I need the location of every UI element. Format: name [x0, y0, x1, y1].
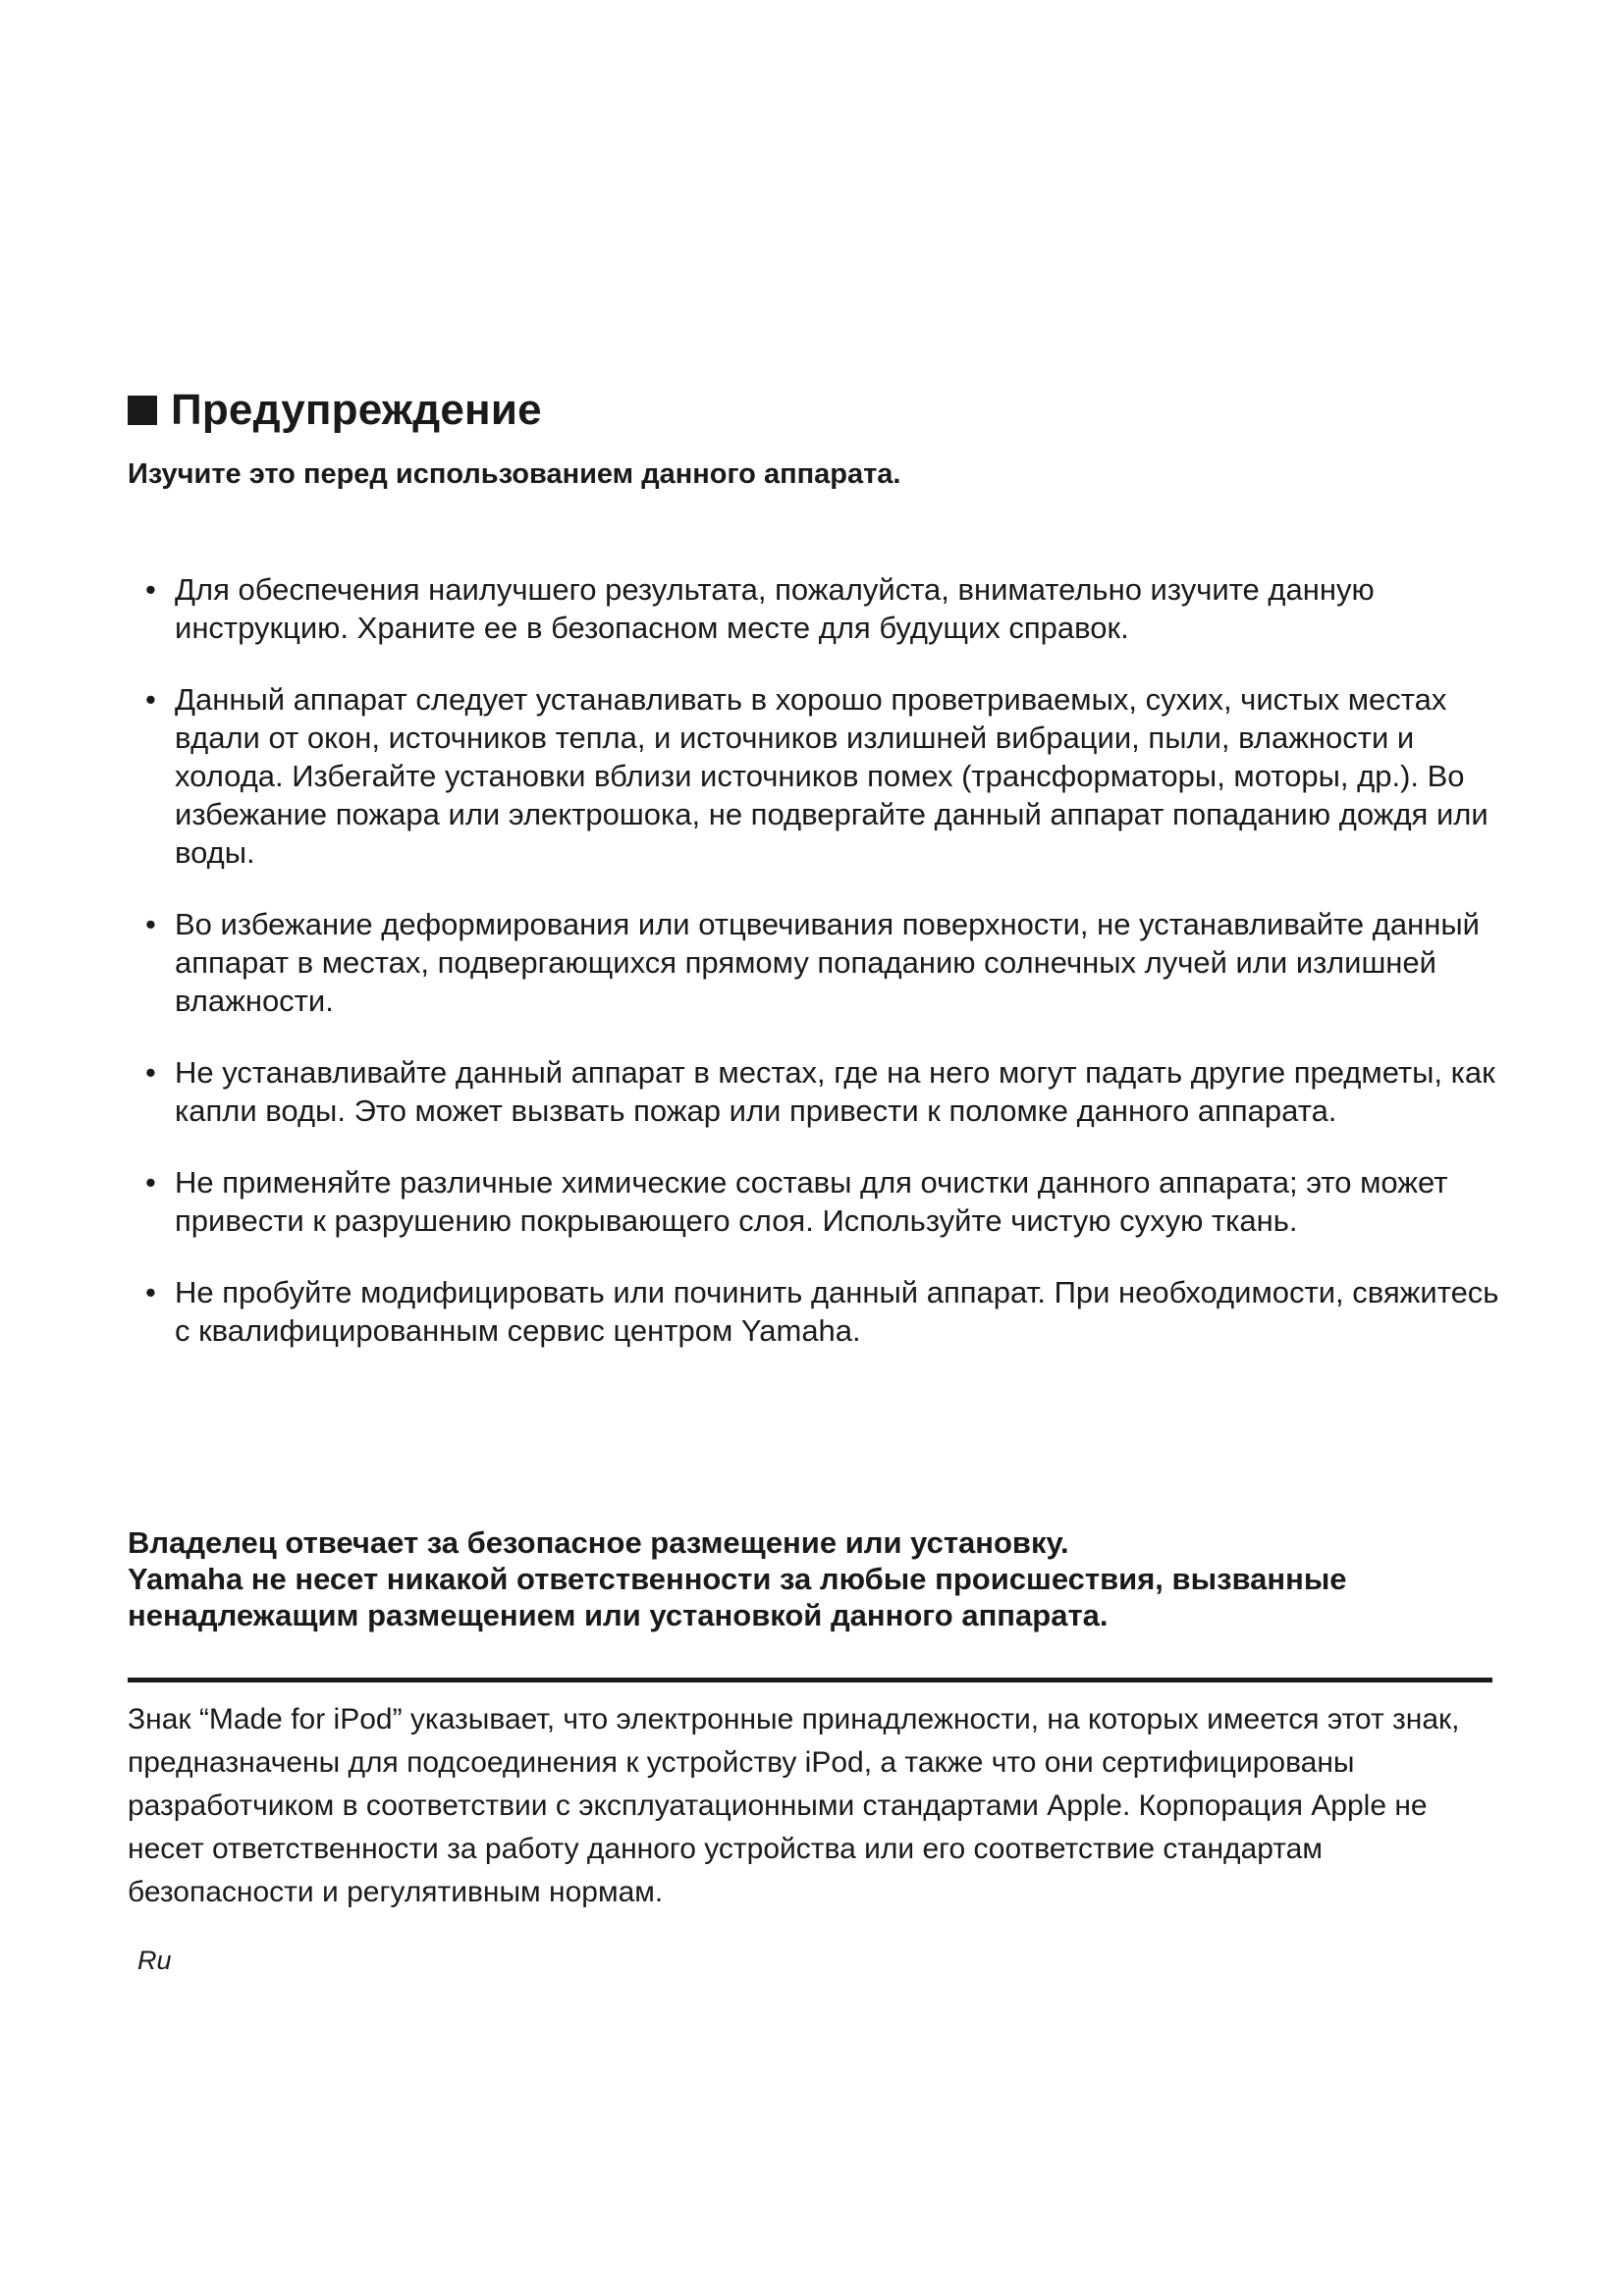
- bullet-icon: •: [145, 572, 156, 607]
- list-item-text: Не пробуйте модифицировать или починить данный аппарат. При необходимости, свяжитесь с квалифицированным сервис центром Yamaha.: [175, 1275, 1499, 1348]
- divider: [128, 1678, 1492, 1682]
- bullet-icon: •: [145, 1165, 156, 1200]
- list-item-text: Данный аппарат следует устанавливать в хорошо проветриваемых, сухих, чистых местах вдали от окон, источников тепла, и источников излишней вибрации, пыли, влажности и холода. Избегайте установки вблизи источников помех (трансформаторы, моторы, др.). Во избежание пожара или электрошока, не подвергайте данный аппарат попаданию дождя или воды.: [175, 682, 1489, 870]
- owner-responsibility-note: [128, 1524, 1522, 1633]
- language-code: Ru: [137, 1946, 172, 1975]
- bullet-icon: •: [145, 1275, 156, 1309]
- owner-line-2: Yamaha не несет никакой ответственности за любые происшествия, вызванные ненадлежащим размещением или установкой данного аппарата.: [128, 1562, 1347, 1632]
- heading-title: Предупреждение: [171, 386, 542, 434]
- list-item: [145, 1163, 1520, 1240]
- owner-line-1: Владелец отвечает за безопасное размещение или установку.: [128, 1525, 1069, 1560]
- heading-square-icon: [128, 396, 157, 425]
- list-item: [145, 1053, 1520, 1130]
- section-heading: [128, 385, 542, 436]
- list-item: [145, 570, 1520, 647]
- list-item-text: Для обеспечения наилучшего результата, пожалуйста, внимательно изучите данную инструкцию. Храните ее в безопасном месте для будущих справок.: [175, 572, 1375, 645]
- intro-text: Изучите это перед использованием данного аппарата.: [128, 458, 901, 490]
- list-item-text: Не применяйте различные химические составы для очистки данного аппарата; это может привести к разрушению покрывающего слоя. Используйте чистую сухую ткань.: [175, 1165, 1448, 1238]
- list-item: [145, 680, 1520, 872]
- bullet-icon: •: [145, 1055, 156, 1090]
- ipod-notice: Знак “Made for iPod” указывает, что электронные принадлежности, на которых имеется этот знак, предназначены для подсоединения к устройству iPod, а также что они сертифицированы разработчиком в соответствии с эксплуатационными стандартами Apple. Корпорация Apple не несет ответственности за работу данного устройства или его соответствие стандартам безопасности и регулятивным нормам.: [128, 1703, 1460, 1908]
- bullet-icon: •: [145, 907, 156, 941]
- list-item: [145, 905, 1520, 1020]
- list-item-text: Не устанавливайте данный аппарат в местах, где на него могут падать другие предметы, как капли воды. Это может вызвать пожар или привести к поломке данного аппарата.: [175, 1055, 1495, 1128]
- list-item-text: Во избежание деформирования или отцвечивания поверхности, не устанавливайте данный аппарат в местах, подвергающихся прямому попаданию солнечных лучей или излишней влажности.: [175, 907, 1480, 1018]
- bullet-icon: •: [145, 682, 156, 717]
- warning-list: [145, 570, 1520, 1383]
- list-item: [145, 1273, 1520, 1350]
